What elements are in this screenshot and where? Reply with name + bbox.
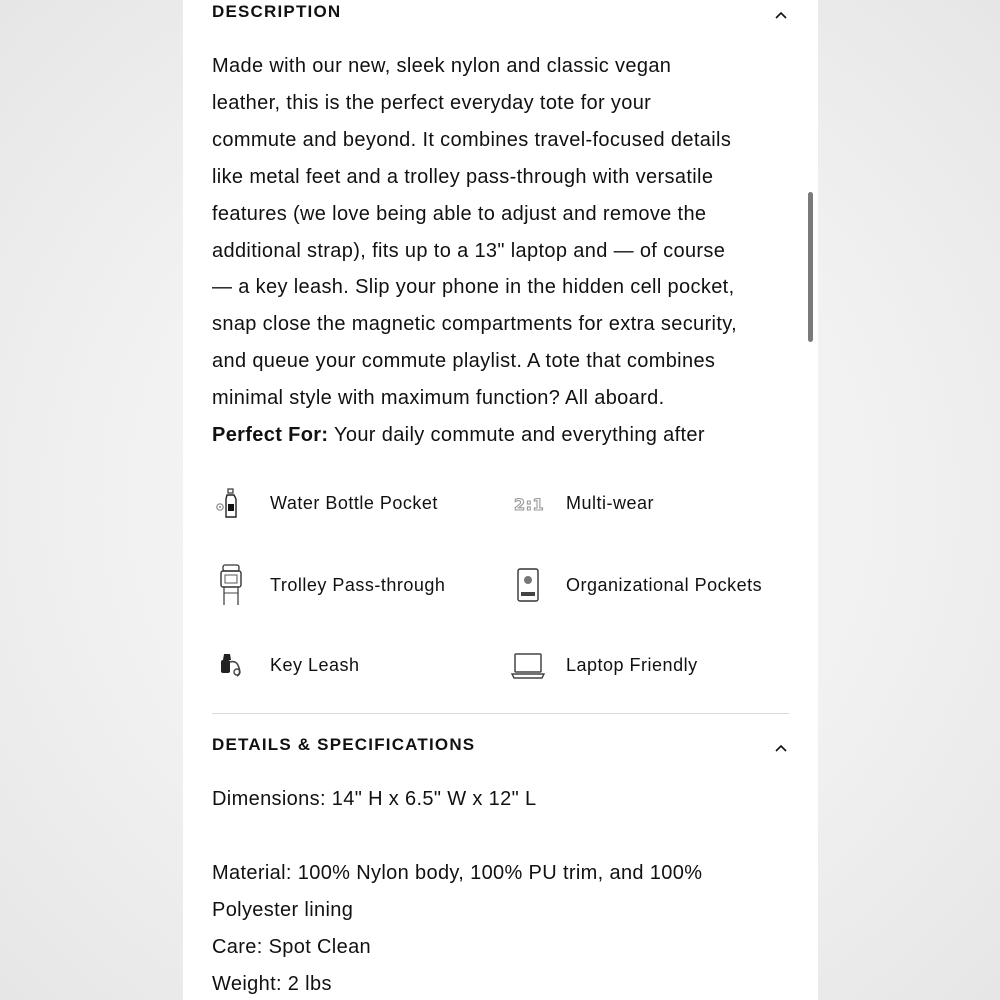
perfect-for-label: Perfect For: [212,424,329,447]
key-leash-icon [212,645,252,685]
description-header[interactable] [212,2,789,28]
details-title: DETAILS & SPECIFICATIONS [212,735,476,754]
details-body [212,781,789,1000]
description-line: like metal feet and a trolley pass-through with versatile [212,165,714,188]
details-header[interactable] [212,735,789,761]
feature-label: Water Bottle Pocket [270,492,438,513]
feature-label: Trolley Pass-through [270,574,446,595]
svg-text:2:1: 2:1 [514,495,545,514]
weight-text: Weight: 2 lbs [212,972,332,995]
perfect-for-value: Your daily commute and everything after [328,424,705,447]
feature-label: Organizational Pockets [566,574,763,595]
feature-label: Key Leash [270,654,360,675]
multi-wear-2in1-icon [508,483,548,523]
chevron-up-icon[interactable] [773,7,789,23]
feature-label: Laptop Friendly [566,654,698,675]
laptop-icon [508,645,548,685]
chevron-up-icon[interactable] [773,740,789,756]
feature-trolley-pass-through [212,565,445,605]
feature-multi-wear [508,483,654,523]
description-line: features (we love being able to adjust and remove the [212,202,707,225]
feature-laptop-friendly [508,645,698,685]
dimensions-text: Dimensions: 14" H x 6.5" W x 12" L [212,788,537,810]
perfect-for [212,417,789,454]
section-divider [212,713,789,714]
description-line: commute and beyond. It combines travel-focused details [212,128,732,151]
description-line: — a key leash. Slip your phone in the hidden cell pocket, [212,276,735,299]
feature-organizational-pockets [508,565,762,605]
description-line: leather, this is the perfect everyday tote for your [212,91,652,114]
material-text: Polyester lining [212,898,354,921]
description-line: and queue your commute playlist. A tote that combines [212,350,716,373]
description-line: minimal style with maximum function? All aboard. [212,387,665,410]
feature-key-leash [212,645,360,685]
organizational-pocket-icon [508,565,548,605]
spacer [212,818,789,855]
scrollbar-thumb[interactable] [808,192,813,342]
feature-label: Multi-wear [566,492,655,513]
feature-water-bottle-pocket [212,483,438,523]
water-bottle-icon [212,483,252,523]
description-line: snap close the magnetic compartments for extra security, [212,313,737,336]
description-title: DESCRIPTION [212,2,342,21]
product-info-panel [183,0,818,1000]
description-line: additional strap), fits up to a 13" laptop and — of course [212,239,726,262]
material-text: Material: 100% Nylon body, 100% PU trim, and 100% [212,861,703,884]
description-line: Made with our new, sleek nylon and classic vegan [212,55,672,77]
care-text: Care: Spot Clean [212,935,372,958]
description-body [212,48,789,454]
trolley-icon [212,565,252,605]
